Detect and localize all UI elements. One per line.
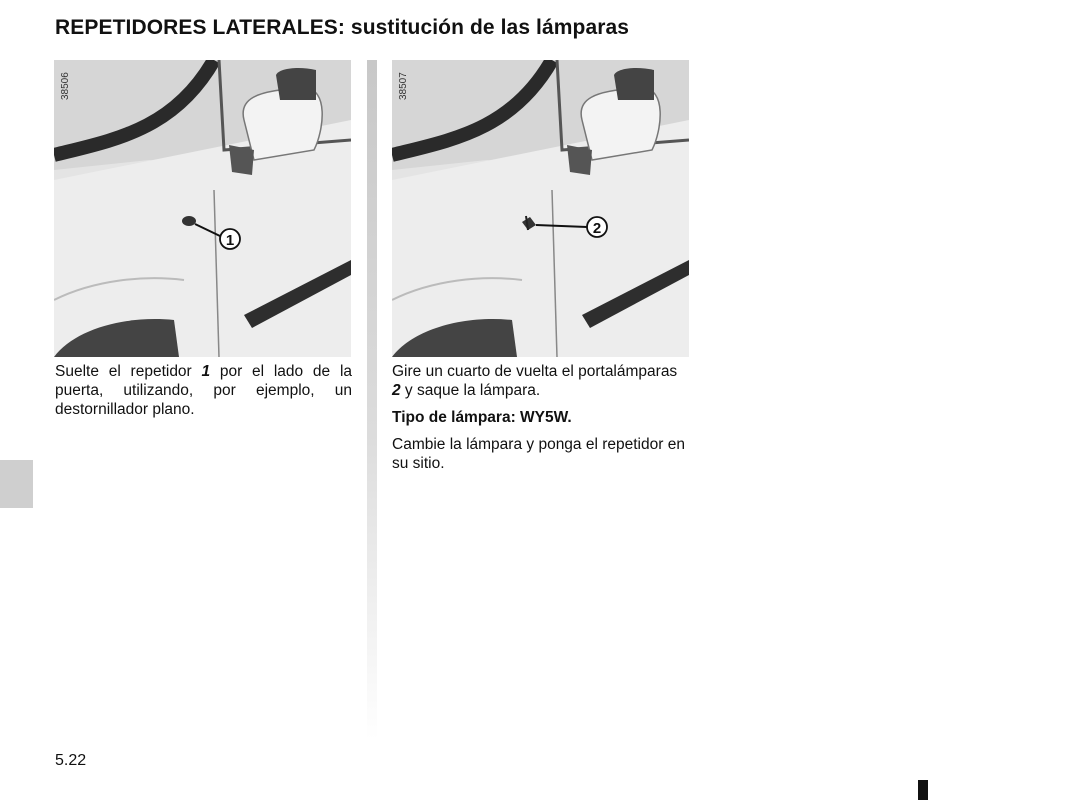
door-illustration-2 [392,60,689,357]
page-number: 5.22 [55,752,87,769]
figure-code-1: 38506 [60,72,71,100]
column-divider [367,60,377,740]
left-column [55,362,352,427]
title-main: REPETIDORES LATERALES: [55,16,345,39]
end-mark [918,780,928,800]
door-illustration-1 [54,60,351,357]
lamp-type-label: Tipo de lámpara: WY5W. [392,409,572,426]
instruction-paragraph-3: Cambie la lámpara y ponga el repetidor en su sitio. [392,436,685,472]
right-column [392,362,689,481]
callout-1: 1 [225,232,235,249]
callout-2: 2 [592,220,602,237]
reference-2: 2 [392,382,401,399]
instruction-paragraph-1: Suelte el repetidor 1 por el lado de la puerta, utilizando, por ejemplo, un destornillador plano. [55,363,353,418]
chapter-tab [0,460,33,508]
page-title [55,16,629,40]
figure-remove-repeater [54,60,351,357]
reference-1: 1 [201,363,211,380]
figure-code-2: 38507 [398,72,409,100]
title-subtitle: sustitución de las lámparas [345,16,630,39]
instruction-paragraph-2: Gire un cuarto de vuelta el portalámparas 2 y saque la lámpara. [392,363,678,399]
figure-turn-bulb-holder [392,60,689,357]
